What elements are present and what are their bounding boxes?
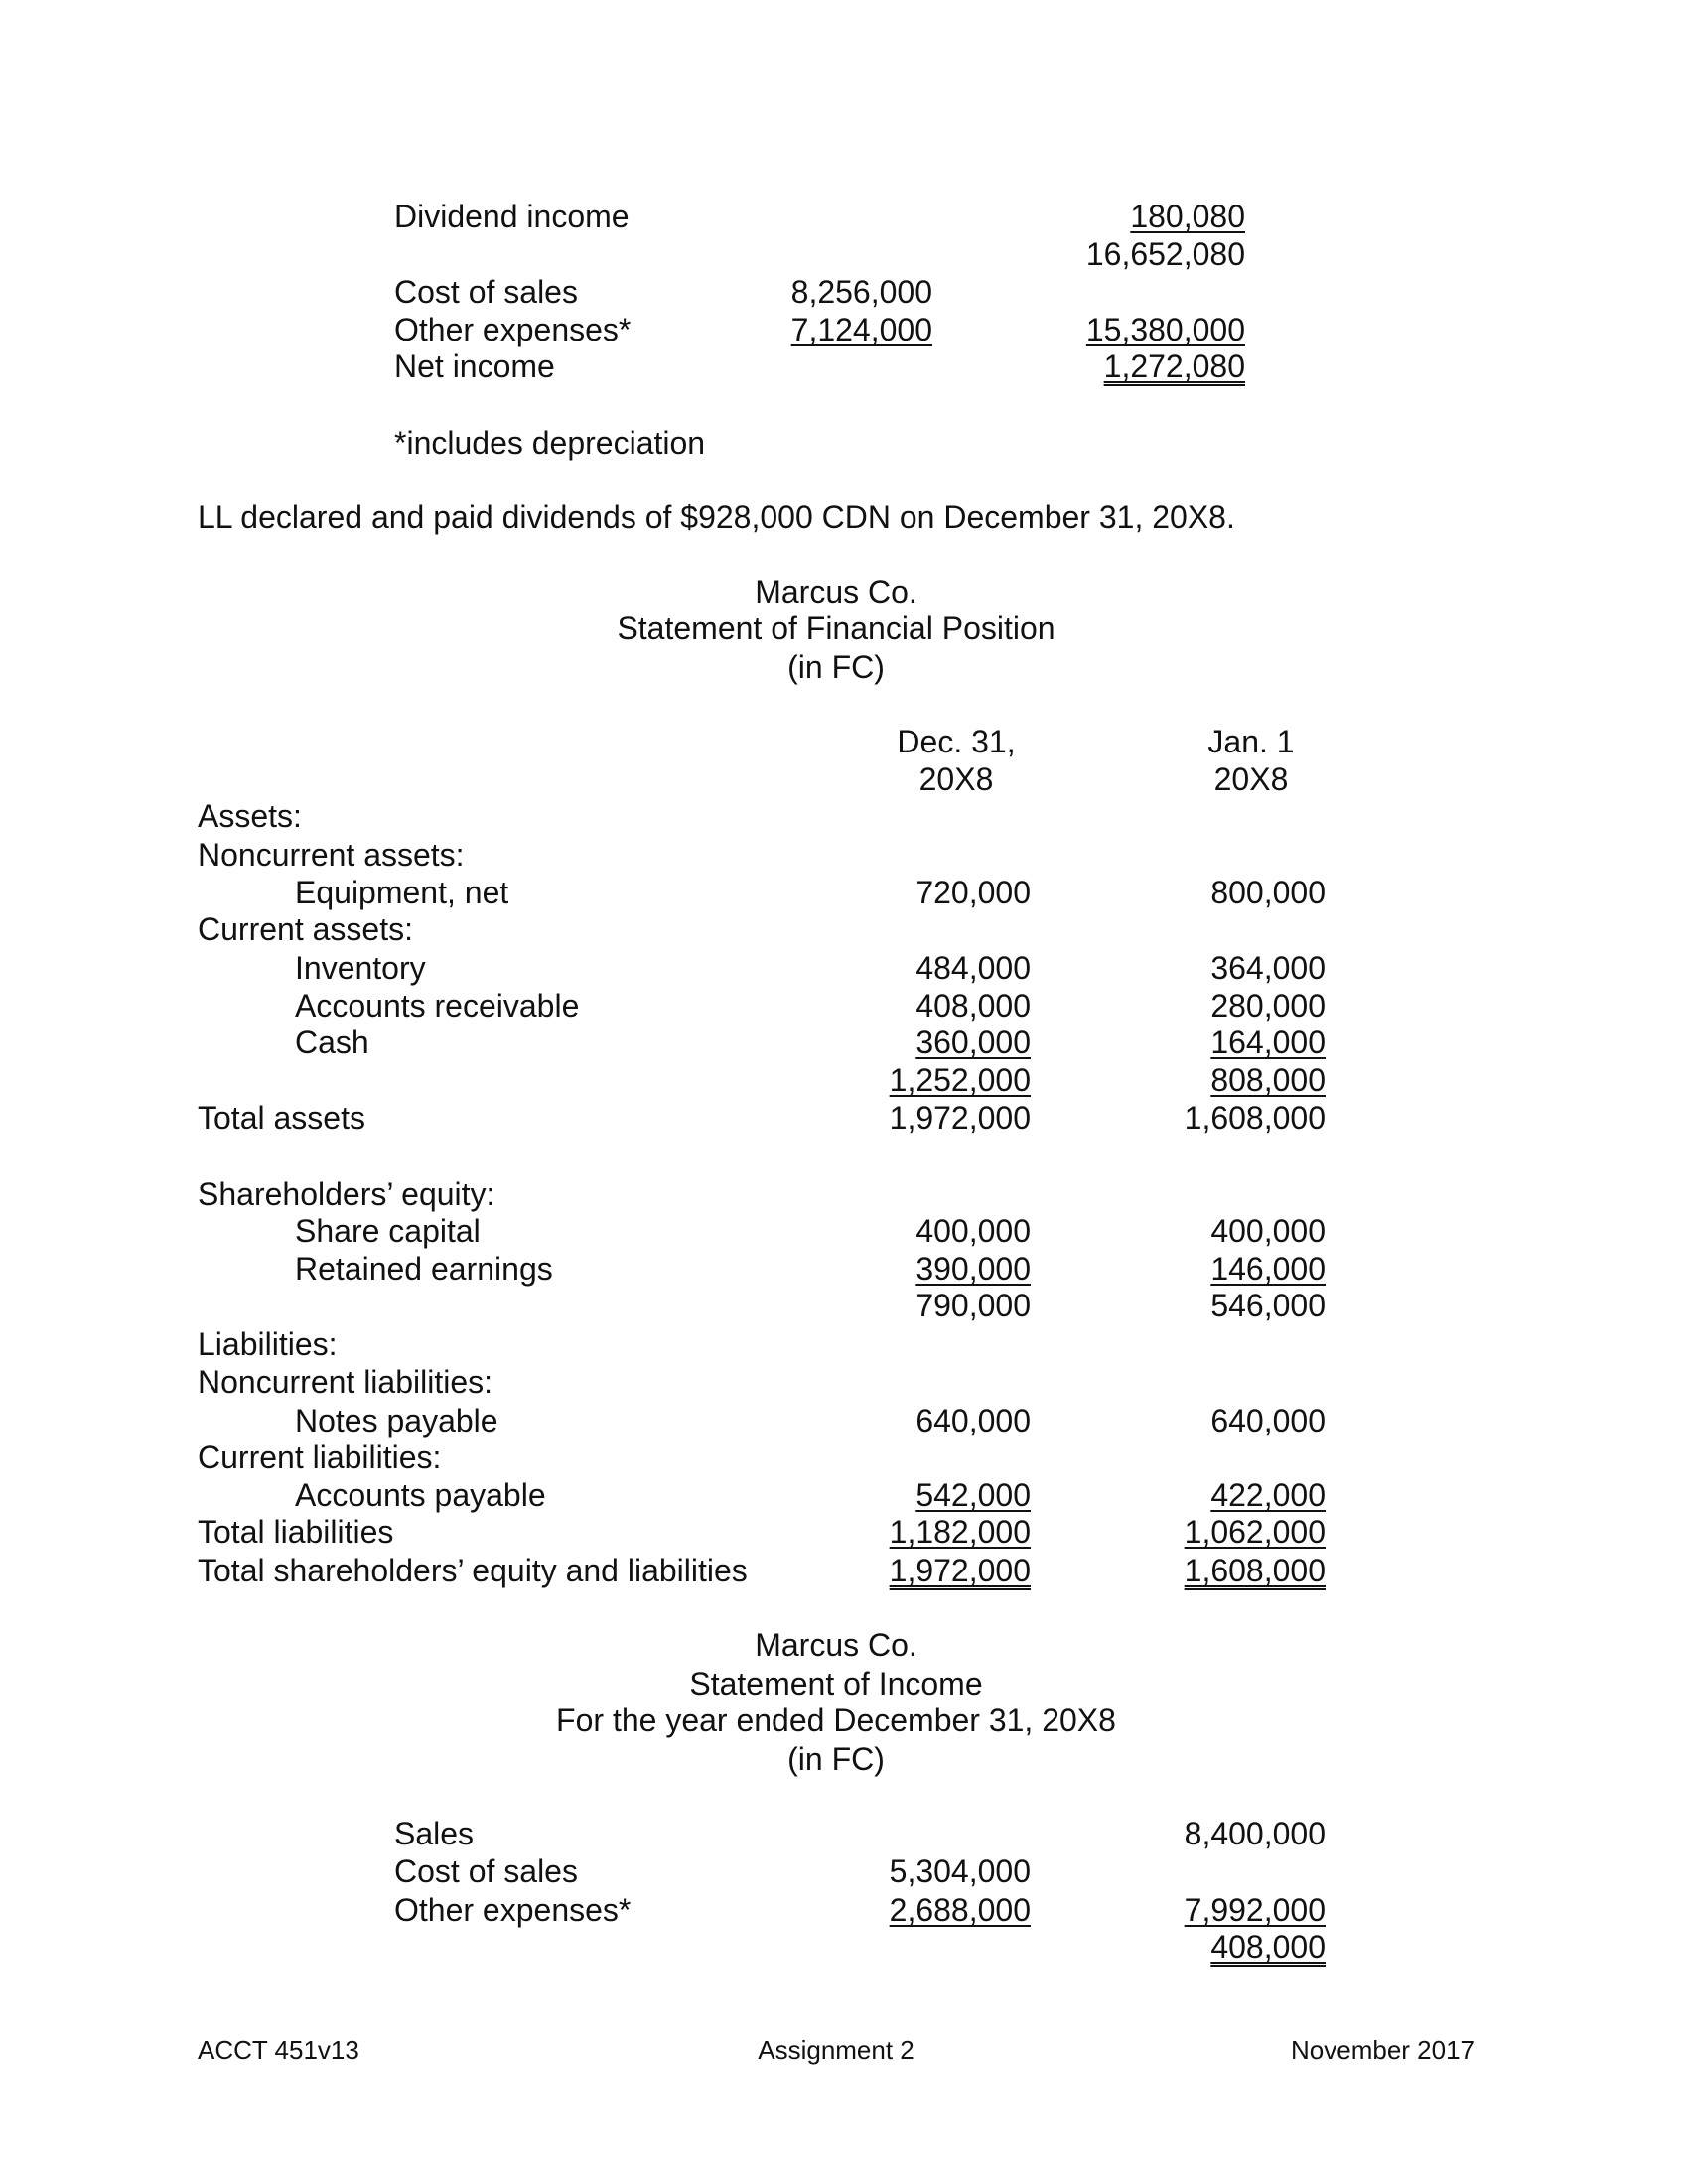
share-capital-label: Share capital	[295, 1213, 481, 1249]
accounts-payable-label: Accounts payable	[295, 1477, 546, 1513]
footer-assignment: Assignment 2	[758, 2035, 914, 2065]
revenue-subtotal: 16,652,080	[1085, 236, 1245, 272]
cost-of-sales-label: Cost of sales	[394, 274, 578, 310]
share-capital-jan1: 400,000	[1210, 1213, 1326, 1249]
retained-dec31: 390,000	[915, 1251, 1031, 1287]
equipment-label: Equipment, net	[295, 875, 509, 910]
total-equity-liabilities-label: Total shareholders’ equity and liabilities	[198, 1553, 748, 1588]
soi-other-value: 2,688,000	[889, 1892, 1031, 1928]
equity-total-dec31: 790,000	[915, 1288, 1031, 1323]
notes-payable-label: Notes payable	[295, 1403, 498, 1438]
other-expenses-label: Other expenses*	[394, 312, 632, 347]
col1-header-line2: 20X8	[918, 761, 994, 797]
other-expenses-value: 7,124,000	[790, 312, 932, 347]
inventory-dec31: 484,000	[915, 950, 1031, 986]
total-liabilities-jan1: 1,062,000	[1184, 1514, 1326, 1550]
receivable-dec31: 408,000	[915, 988, 1031, 1024]
current-assets-heading: Current assets:	[198, 911, 413, 947]
soi-period: For the year ended December 31, 20X8	[556, 1703, 1116, 1738]
retained-jan1: 146,000	[1210, 1251, 1326, 1287]
current-assets-total-dec31: 1,252,000	[889, 1062, 1031, 1098]
inventory-label: Inventory	[295, 950, 426, 986]
cost-of-sales-value: 8,256,000	[790, 274, 932, 310]
liabilities-heading: Liabilities:	[198, 1326, 338, 1362]
cash-label: Cash	[295, 1024, 369, 1060]
total-liabilities-dec31: 1,182,000	[889, 1514, 1031, 1550]
footer-date: November 2017	[1291, 2035, 1475, 2065]
sfp-company: Marcus Co.	[755, 574, 917, 610]
assets-heading: Assets:	[198, 798, 302, 834]
soi-company: Marcus Co.	[755, 1627, 917, 1663]
expenses-total: 15,380,000	[1085, 312, 1245, 347]
dividend-income-value: 180,080	[1130, 199, 1245, 234]
soi-other-label: Other expenses*	[394, 1892, 632, 1928]
accounts-payable-jan1: 422,000	[1210, 1477, 1326, 1513]
soi-cos-value: 5,304,000	[889, 1853, 1031, 1889]
total-liabilities-label: Total liabilities	[198, 1514, 394, 1550]
noncurrent-liabilities-heading: Noncurrent liabilities:	[198, 1364, 493, 1400]
total-assets-label: Total assets	[198, 1100, 365, 1136]
sales-value: 8,400,000	[1184, 1816, 1326, 1851]
equipment-2020x8: 720,000	[915, 875, 1031, 910]
total-assets-dec31: 1,972,000	[889, 1100, 1031, 1136]
col2-header-line1: Jan. 1	[1207, 724, 1295, 759]
total-equity-liabilities-jan1: 1,608,000	[1184, 1553, 1326, 1588]
sfp-title: Statement of Financial Position	[617, 611, 1055, 646]
share-capital-dec31: 400,000	[915, 1213, 1031, 1249]
col1-header-line1: Dec. 31,	[897, 724, 1016, 759]
total-equity-liabilities-dec31: 1,972,000	[889, 1553, 1031, 1588]
dividend-income-label: Dividend income	[394, 199, 630, 234]
notes-payable-jan1: 640,000	[1210, 1403, 1326, 1438]
equity-total-jan1: 546,000	[1210, 1288, 1326, 1323]
soi-cos-label: Cost of sales	[394, 1853, 578, 1889]
retained-label: Retained earnings	[295, 1251, 553, 1287]
receivable-label: Accounts receivable	[295, 988, 580, 1024]
soi-net-income: 408,000	[1210, 1929, 1326, 1965]
sfp-currency: (in FC)	[787, 649, 885, 685]
current-assets-total-jan1: 808,000	[1210, 1062, 1326, 1098]
soi-currency: (in FC)	[787, 1741, 885, 1777]
dividend-note: LL declared and paid dividends of $928,000 CDN on December 31, 20X8.	[198, 499, 1235, 535]
net-income-value: 1,272,080	[1103, 348, 1245, 384]
col2-header-line2: 20X8	[1213, 761, 1289, 797]
accounts-payable-dec31: 542,000	[915, 1477, 1031, 1513]
footnote: *includes depreciation	[394, 425, 706, 461]
total-assets-jan1: 1,608,000	[1184, 1100, 1326, 1136]
receivable-jan1: 280,000	[1210, 988, 1326, 1024]
soi-expenses-total: 7,992,000	[1184, 1892, 1326, 1928]
inventory-jan1: 364,000	[1210, 950, 1326, 986]
sales-label: Sales	[394, 1816, 475, 1851]
soi-title: Statement of Income	[689, 1666, 983, 1702]
equipment-jan1: 800,000	[1210, 875, 1326, 910]
equity-heading: Shareholders’ equity:	[198, 1176, 495, 1212]
cash-dec31: 360,000	[915, 1024, 1031, 1060]
net-income-label: Net income	[394, 348, 555, 384]
cash-jan1: 164,000	[1210, 1024, 1326, 1060]
footer-course: ACCT 451v13	[198, 2035, 359, 2065]
noncurrent-assets-heading: Noncurrent assets:	[198, 837, 465, 873]
notes-payable-dec31: 640,000	[915, 1403, 1031, 1438]
current-liabilities-heading: Current liabilities:	[198, 1439, 442, 1475]
